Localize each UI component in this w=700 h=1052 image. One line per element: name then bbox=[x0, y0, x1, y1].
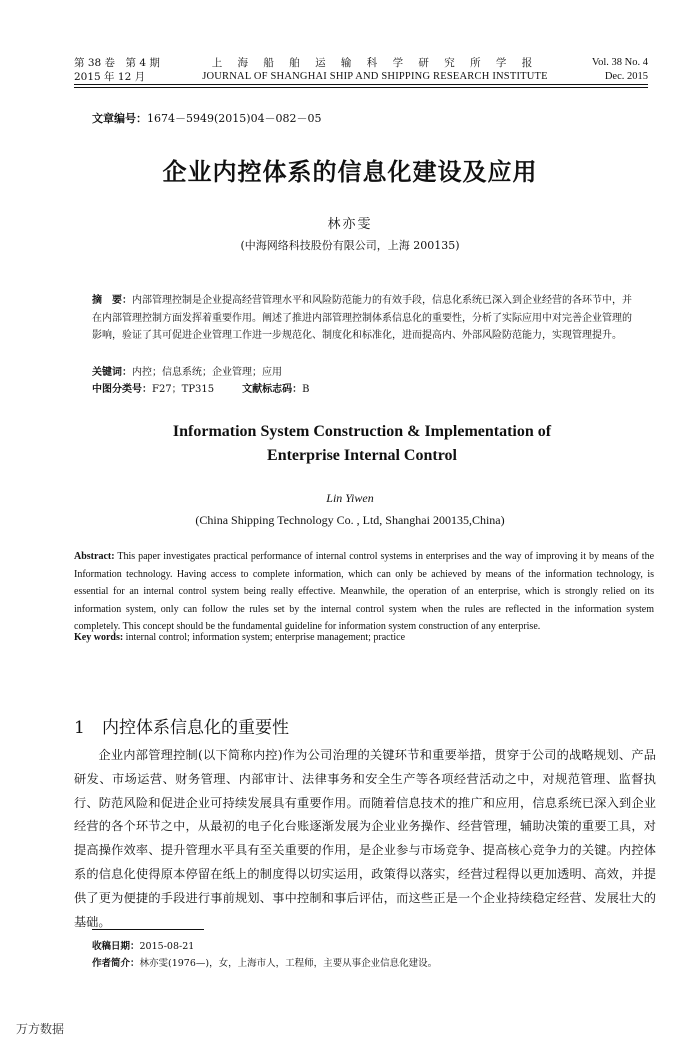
received-date-label: 收稿日期： bbox=[92, 941, 140, 952]
volume-en: Vol. 38 No. 4 bbox=[591, 57, 648, 68]
classification-line bbox=[92, 380, 310, 395]
author-en: Lin Yiwen bbox=[326, 491, 374, 505]
abstract-en-text: This paper investigates practical performance of internal control systems in enterprises and the way of improving it by means of the Information technology. Having access to complete information, which can only be achieved by means of the information technology, is essential for an internal control system being really effective. Meanwhile, the operation of an enterprise, which is strongly relied on its information system, only can follow the rules set by the internal control system when the rules are reflected in the information system completely. This concept should be the fundamental guideline for information system construction of any enterprise. bbox=[74, 551, 655, 633]
received-date-value: 2015-08-21 bbox=[139, 941, 195, 952]
author-cn: 林亦雯 bbox=[327, 217, 373, 232]
journal-name-en: JOURNAL OF SHANGHAI SHIP AND SHIPPING RESEARCH INSTITUTE bbox=[202, 71, 548, 82]
keywords-cn-label: 关键词： bbox=[92, 367, 132, 378]
keywords-cn-text: 内控；信息系统；企业管理；应用 bbox=[132, 367, 282, 378]
abstract-en bbox=[74, 548, 654, 636]
issue-info-en bbox=[592, 56, 648, 84]
title-en-line2: Enterprise Internal Control bbox=[267, 447, 457, 464]
footnote-rule bbox=[92, 929, 204, 930]
doc-code-value: B bbox=[302, 384, 310, 395]
affiliation-en: (China Shipping Technology Co. , Ltd, Shanghai 200135,China) bbox=[195, 513, 505, 527]
header-rule-top bbox=[74, 84, 648, 85]
article-number bbox=[92, 110, 322, 126]
journal-name bbox=[180, 56, 570, 84]
author-bio-label: 作者简介： bbox=[92, 958, 140, 969]
section-title: 内控体系信息化的重要性 bbox=[102, 718, 289, 738]
volume-cn: 第 38 卷 第 4 期 bbox=[74, 57, 160, 69]
article-number-value: 1674－5949(2015)04－082－05 bbox=[147, 112, 322, 125]
keywords-cn bbox=[92, 363, 282, 378]
issue-info-cn bbox=[74, 56, 160, 84]
keywords-en-label: Key words: bbox=[74, 632, 124, 643]
abstract-en-label: Abstract: bbox=[74, 551, 115, 562]
title-en-line1: Information System Construction & Implementation of bbox=[172, 423, 552, 440]
date-cn: 2015 年 12 月 bbox=[74, 71, 146, 83]
doc-code-label: 文献标志码： bbox=[242, 384, 303, 395]
abstract-cn-label: 摘 要： bbox=[92, 295, 132, 306]
affiliation-cn: (中海网络科技股份有限公司，上海 200135) bbox=[240, 239, 460, 252]
title-cn: 企业内控体系的信息化建设及应用 bbox=[162, 158, 538, 186]
header-rule-bottom bbox=[74, 87, 648, 88]
journal-name-cn: 上 海 船 舶 运 输 科 学 研 究 所 学 报 bbox=[211, 57, 539, 69]
abstract-cn-text: 内部管理控制是企业提高经营管理水平和风险防范能力的有效手段，信息化系统已深入到企业经营的各环节中，并在内部管理控制方面发挥着重要作用。阐述了推进内部管理控制体系信息化的重要性，分析了实际应用中对完善企业管理的影响，验证了其可促进企业管理工作进一步规范化、制度化和标准化，进而提高内、外部风险防范能力，实现管理提升。 bbox=[92, 295, 632, 341]
classification-label: 中图分类号： bbox=[92, 384, 152, 395]
date-en: Dec. 2015 bbox=[604, 71, 648, 82]
classification-value: F27；TP315 bbox=[152, 384, 215, 395]
title-en bbox=[92, 420, 632, 468]
author-bio bbox=[92, 955, 437, 969]
section-number: 1 bbox=[74, 718, 85, 738]
section-heading bbox=[74, 713, 289, 738]
author-bio-value: 林亦雯(1976—)，女，上海市人，工程师，主要从事企业信息化建设。 bbox=[139, 958, 438, 969]
received-date bbox=[92, 938, 194, 952]
wanfang-watermark: 万方数据 bbox=[16, 1022, 65, 1036]
keywords-en bbox=[74, 632, 405, 643]
keywords-en-text: internal control; information system; enterprise management; practice bbox=[125, 632, 406, 643]
section-paragraph: 企业内部管理控制(以下简称内控)作为公司治理的关键环节和重要举措，贯穿于公司的战略规划、产品研发、市场运营、财务管理、内部审计、法律事务和安全生产等各项经营活动之中，对规范管理、监督执行、防范风险和促进企业可持续发展具有重要作用。而随着信息技术的推广和应用，信息系统已深入到企业经营的各个环节之中，从最初的电子化台账逐渐发展为企业业务操作、经营管理，辅助决策的重要工具，对提高操作效率、提升管理水平具有至关重要的作用，是企业参与市场竞争、提高核心竞争力的关键。内控体系的信息化使得原本停留在纸上的制度得以切实运用，政策得以落实，经营过程得以更加透明、高效，并提供了更为便捷的手段进行事前规划、事中控制和事后评估，而这些正是一个企业持续稳定经营、发展壮大的基础。 bbox=[74, 748, 656, 929]
abstract-cn bbox=[92, 292, 632, 345]
article-number-label: 文章编号： bbox=[92, 112, 147, 125]
